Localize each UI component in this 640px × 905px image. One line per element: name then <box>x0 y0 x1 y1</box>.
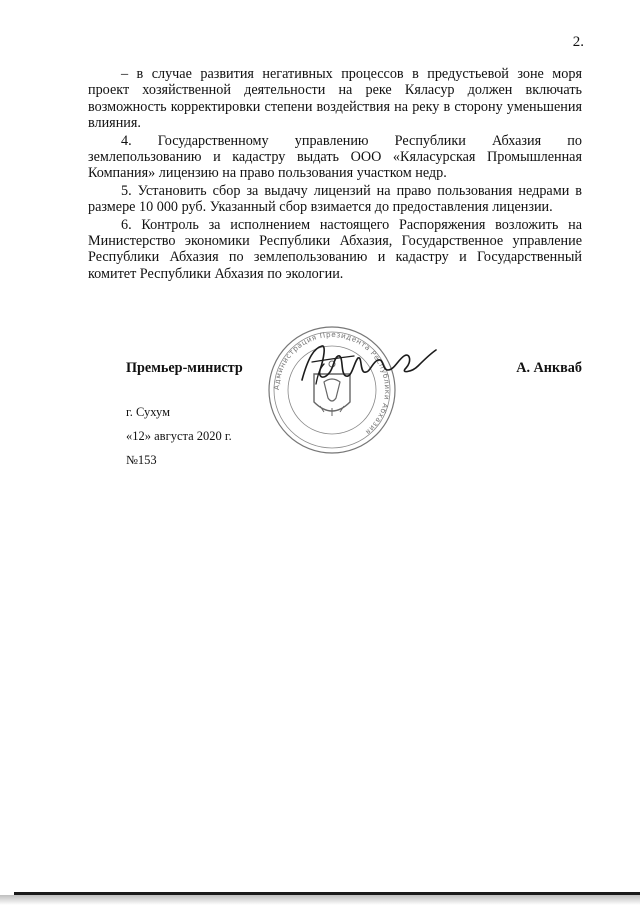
document-number: №153 <box>126 453 157 467</box>
scan-bottom-shadow <box>0 895 640 905</box>
paragraph-clause-6: 6. Контроль за исполнением настоящего Распоряжения возложить на Министерство экономики Республики Абхазия, Государственное управление Республики Абхазия по землепользованию и кадастру и Государственный комитет Республики Абхазия по экологии. <box>88 216 582 282</box>
paragraph-clause-4: 4. Государственному управлению Республики Абхазия по землепользованию и кадастру выдать ООО «Кяласурская Промышленная Компания» лицензию на право пользования участком недр. <box>88 132 582 182</box>
seal-ring-text: Администрация Президента Республики Абхазия <box>271 329 393 438</box>
page-number: 2. <box>572 34 584 50</box>
paragraph-clause-5: 5. Установить сбор за выдачу лицензий на право пользования недрами в размере 10 000 руб. Указанный сбор взимается до предоставления лицензии. <box>88 182 582 216</box>
document-body <box>88 66 582 282</box>
place-date-block <box>126 400 232 472</box>
issue-place: г. Сухум <box>126 405 171 419</box>
issue-date: «12» августа 2020 г. <box>126 429 232 443</box>
signer-name: А. Анкваб <box>516 360 582 376</box>
signer-title: Премьер-министр <box>126 360 243 376</box>
paragraph-clause-3-continued: – в случае развития негативных процессов в предустьевой зоне моря проект хозяйственной деятельности на реке Кяласур должен включать возможность корректировки степени воздействия на реку в сторону уменьшения влияния. <box>88 66 582 132</box>
signature-block <box>126 360 582 400</box>
